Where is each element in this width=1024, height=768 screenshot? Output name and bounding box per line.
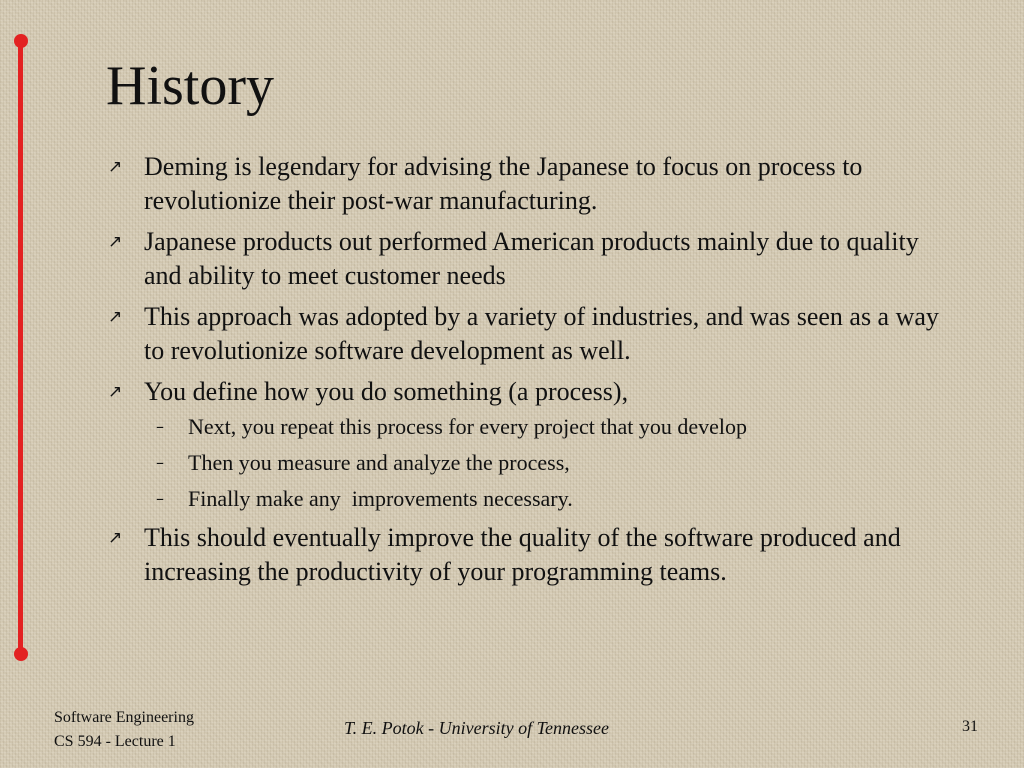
footer-course-line1: Software Engineering xyxy=(54,709,194,726)
sub-bullet-item-2 xyxy=(144,449,948,477)
bullet-text: This should eventually improve the quality of the software produced and increasing the productivity of your programming teams. xyxy=(144,523,901,586)
north-east-arrow-icon: ↗ xyxy=(108,307,123,327)
bullet-text: Deming is legendary for advising the Japanese to focus on process to revolutionize their post-war manufacturing. xyxy=(144,152,863,215)
north-east-arrow-icon: ↗ xyxy=(108,528,123,548)
slide-title: History xyxy=(106,55,274,117)
sub-bullet-text: Finally make any improvements necessary. xyxy=(188,486,573,511)
sub-bullet-item-1 xyxy=(144,413,948,441)
accent-dot-bottom xyxy=(14,647,28,661)
sub-bullet-list xyxy=(144,413,948,513)
sub-bullet-item-3 xyxy=(144,485,948,513)
bullet-item-1 xyxy=(108,150,948,218)
footer-author: T. E. Potok - University of Tennessee xyxy=(344,718,609,738)
bullet-item-3 xyxy=(108,300,948,368)
north-east-arrow-icon: ↗ xyxy=(108,382,123,402)
page-number: 31 xyxy=(962,718,978,735)
bullet-item-2 xyxy=(108,225,948,293)
en-dash-icon: – xyxy=(156,489,164,508)
bullet-text: This approach was adopted by a variety of industries, and was seen as a way to revolutionize software development as well. xyxy=(144,302,939,365)
accent-rule xyxy=(18,40,23,654)
sub-bullet-text: Then you measure and analyze the process, xyxy=(188,450,570,475)
bullet-list xyxy=(108,150,948,596)
bullet-item-5 xyxy=(108,521,948,589)
north-east-arrow-icon: ↗ xyxy=(108,232,123,252)
accent-dot-top xyxy=(14,34,28,48)
bullet-item-4 xyxy=(108,375,948,513)
north-east-arrow-icon: ↗ xyxy=(108,157,123,177)
footer-course xyxy=(54,706,194,754)
en-dash-icon: – xyxy=(156,453,164,472)
en-dash-icon: – xyxy=(156,417,164,436)
bullet-text: You define how you do something (a process), xyxy=(144,377,629,406)
sub-bullet-text: Next, you repeat this process for every project that you develop xyxy=(188,414,747,439)
bullet-text: Japanese products out performed American products mainly due to quality and ability to meet customer needs xyxy=(144,227,919,290)
footer-course-line2: CS 594 - Lecture 1 xyxy=(54,733,176,750)
